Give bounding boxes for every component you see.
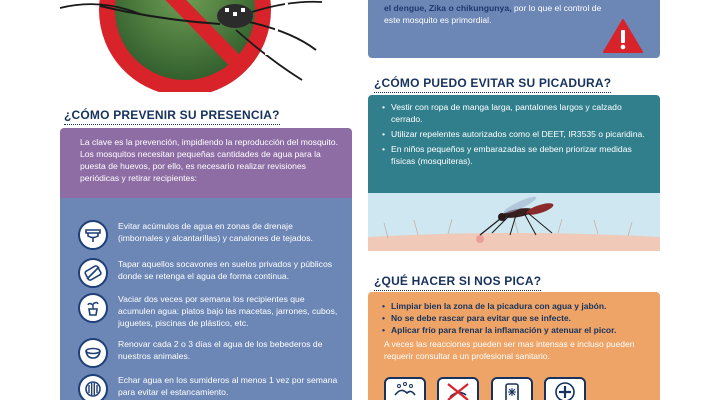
disease-info-text xyxy=(384,2,604,26)
tip-text: Echar agua en los sumideros al menos 1 vez por semana para evitar el estancamiento. xyxy=(118,375,338,397)
avoid-section-title: ¿CÓMO PUEDO EVITAR SU PICADURA? xyxy=(374,76,612,90)
tip-text: Tapar aquellos socavones en suelos privados y públicos donde se retenga el agua de forma continua. xyxy=(118,259,333,281)
bite-care-note: A veces las reacciones pueden ser mas intensas e incluso pueden requerir consultar a un profesional sanitario. xyxy=(384,339,635,361)
disease-info-box xyxy=(368,0,660,58)
list-item: • No se debe rascar para evitar que se infecte. xyxy=(382,312,650,324)
mosquito-biting-icon xyxy=(368,193,660,251)
list-item: • Utilizar repelentes autorizados como el DEET, IR3535 o picaridina. xyxy=(382,128,650,140)
prevent-intro-box xyxy=(60,128,352,198)
cover-icon xyxy=(78,258,108,288)
washing-hands-icon xyxy=(384,377,426,400)
bite-care-list xyxy=(382,300,650,336)
list-item: • Limpiar bien la zona de la picadura con agua y jabón. xyxy=(382,300,650,312)
list-item: • Aplicar frío para frenar la inflamación y atenuar el picor. xyxy=(382,324,650,336)
disease-info-rest: por lo que el control de este mosquito es primordial. xyxy=(384,3,602,25)
plant-pot-icon xyxy=(78,293,108,323)
prevent-section-title: ¿CÓMO PREVENIR SU PRESENCIA? xyxy=(64,108,280,122)
tip-item-cover xyxy=(60,258,352,298)
drain-icon xyxy=(78,220,108,250)
tip-item-containers xyxy=(60,293,352,333)
tip-item-pet-water xyxy=(60,338,352,378)
avoid-bite-box xyxy=(368,95,660,193)
warning-icon xyxy=(602,18,644,54)
tip-item-sewer xyxy=(60,374,352,400)
list-item: • En niños pequeños y embarazadas se deben priorizar medidas físicas (mosquiteras). xyxy=(382,143,650,167)
avoid-list xyxy=(382,101,650,167)
prevent-intro-text: La clave es la prevención, impidiendo la reproducción del mosquito. Los mosquitos necesitan pequeñas cantidades de agua para la puesta de huevos, por ello, es necesario realizar revisiones periódicas y retirar recipientes: xyxy=(80,137,338,184)
medical-cross-icon xyxy=(544,377,586,400)
tip-text: Vaciar dos veces por semana los recipientes que acumulen agua: platos bajo las macetas, jarrones, cubos, juguetes, piscinas de plástico, etc. xyxy=(118,294,338,328)
no-mosquito-icon xyxy=(40,0,330,92)
prevention-tips-list xyxy=(60,198,352,400)
mosquito-prohibition-illustration xyxy=(40,0,330,92)
tip-text: Renovar cada 2 o 3 días el agua de los bebederos de nuestros animales. xyxy=(118,339,323,361)
tip-text: Evitar acúmulos de agua en zonas de drenaje (imbornales y alcantarillas) y canalones de tejados. xyxy=(118,221,313,243)
disease-names: el dengue, Zika o chikungunya, xyxy=(384,3,512,13)
no-scratching-icon xyxy=(437,377,479,400)
list-item: • Vestir con ropa de manga larga, pantalones largos y calzado cerrado. xyxy=(382,101,650,125)
mosquito-on-skin-illustration xyxy=(368,193,660,251)
pet-bowl-icon xyxy=(78,338,108,368)
ice-pack-icon xyxy=(491,377,533,400)
tip-item-drain xyxy=(60,220,352,260)
bite-section-title: ¿QUÉ HACER SI NOS PICA? xyxy=(374,274,542,288)
sewer-grate-icon xyxy=(78,374,108,400)
